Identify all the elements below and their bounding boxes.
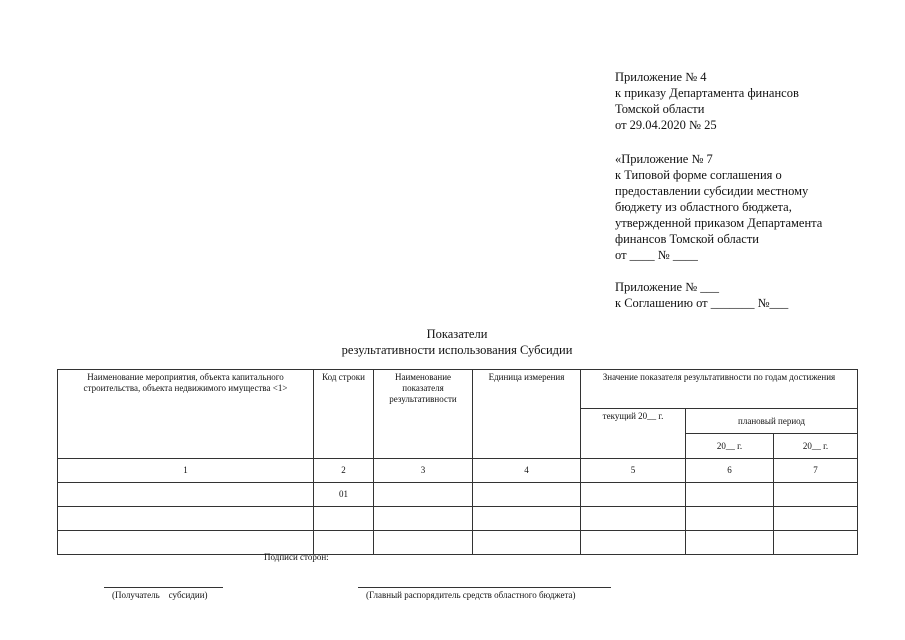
table-cell[interactable] <box>314 507 374 531</box>
col-line-code-header: Код строки <box>314 370 374 459</box>
signatures-label: Подписи сторон: <box>264 552 329 562</box>
column-number: 3 <box>374 459 473 483</box>
appendix-header-line: от 29.04.2020 № 25 <box>615 118 717 132</box>
column-numbers-row <box>58 459 858 483</box>
table-header-row <box>58 370 858 409</box>
manager-signature-line[interactable] <box>358 587 611 588</box>
column-number: 5 <box>581 459 686 483</box>
appendix-header-line: к приказу Департамента финансов <box>615 86 799 100</box>
col-current-year-header: текущий 20__ г. <box>581 409 686 459</box>
table-cell[interactable] <box>58 483 314 507</box>
table-cell[interactable] <box>374 531 473 555</box>
table-cell[interactable] <box>58 507 314 531</box>
appendix-header-line: Приложение № 4 <box>615 70 707 84</box>
column-number: 4 <box>473 459 581 483</box>
appendix-header-line: Томской области <box>615 102 705 116</box>
table-row <box>58 531 858 555</box>
table-cell[interactable] <box>686 483 774 507</box>
col-indicator-name-header: Наименование показателя результативности <box>374 370 473 459</box>
col-unit-header: Единица измерения <box>473 370 581 459</box>
appendix-header <box>615 69 799 133</box>
recipient-signature-line[interactable] <box>104 587 223 588</box>
col-plan-year1-header: 20__ г. <box>686 434 774 459</box>
table-cell[interactable]: 01 <box>314 483 374 507</box>
table-cell[interactable] <box>774 483 858 507</box>
col-plan-period-header: плановый период <box>686 409 858 434</box>
table-cell[interactable] <box>374 507 473 531</box>
table-cell[interactable] <box>314 531 374 555</box>
indicators-table <box>57 369 858 555</box>
table-cell[interactable] <box>686 507 774 531</box>
model-form-header-line: бюджету из областного бюджета, <box>615 200 792 214</box>
model-form-header-line: финансов Томской области <box>615 232 759 246</box>
model-form-header-line: к Типовой форме соглашения о <box>615 168 782 182</box>
column-number: 2 <box>314 459 374 483</box>
table-cell[interactable] <box>473 531 581 555</box>
model-form-header-line: предоставлении субсидии местному <box>615 184 809 198</box>
table-cell[interactable] <box>774 531 858 555</box>
column-number: 1 <box>58 459 314 483</box>
model-form-header-line: утвержденной приказом Департамента <box>615 216 823 230</box>
manager-signature-caption: (Главный распорядитель средств областного бюджета) <box>366 590 576 600</box>
col-values-group-header: Значение показателя результативности по годам достижения <box>581 370 858 409</box>
recipient-signature-caption: (Получатель субсидии) <box>112 590 208 600</box>
agreement-header-line: Приложение № ___ <box>615 280 720 294</box>
model-form-header <box>615 151 822 263</box>
column-number: 6 <box>686 459 774 483</box>
agreement-header-line: к Соглашению от _______ №___ <box>615 296 789 310</box>
col-event-name-header: Наименование мероприятия, объекта капитального строительства, объекта недвижимого имущества <1> <box>58 370 314 459</box>
table-cell[interactable] <box>374 483 473 507</box>
table-cell[interactable] <box>581 483 686 507</box>
agreement-header <box>615 279 788 311</box>
document-title: Показатели <box>426 327 488 341</box>
table-cell[interactable] <box>686 531 774 555</box>
table-cell[interactable] <box>473 483 581 507</box>
table-cell[interactable] <box>774 507 858 531</box>
table-row <box>58 483 858 507</box>
model-form-header-line: от ____ № ____ <box>615 248 698 262</box>
col-plan-year2-header: 20__ г. <box>774 434 858 459</box>
table-cell[interactable] <box>581 507 686 531</box>
document-subtitle: результативности использования Субсидии <box>341 343 573 357</box>
table-cell[interactable] <box>473 507 581 531</box>
table-cell[interactable] <box>581 531 686 555</box>
table-cell[interactable] <box>58 531 314 555</box>
model-form-header-line: «Приложение № 7 <box>615 152 713 166</box>
column-number: 7 <box>774 459 858 483</box>
table-row <box>58 507 858 531</box>
